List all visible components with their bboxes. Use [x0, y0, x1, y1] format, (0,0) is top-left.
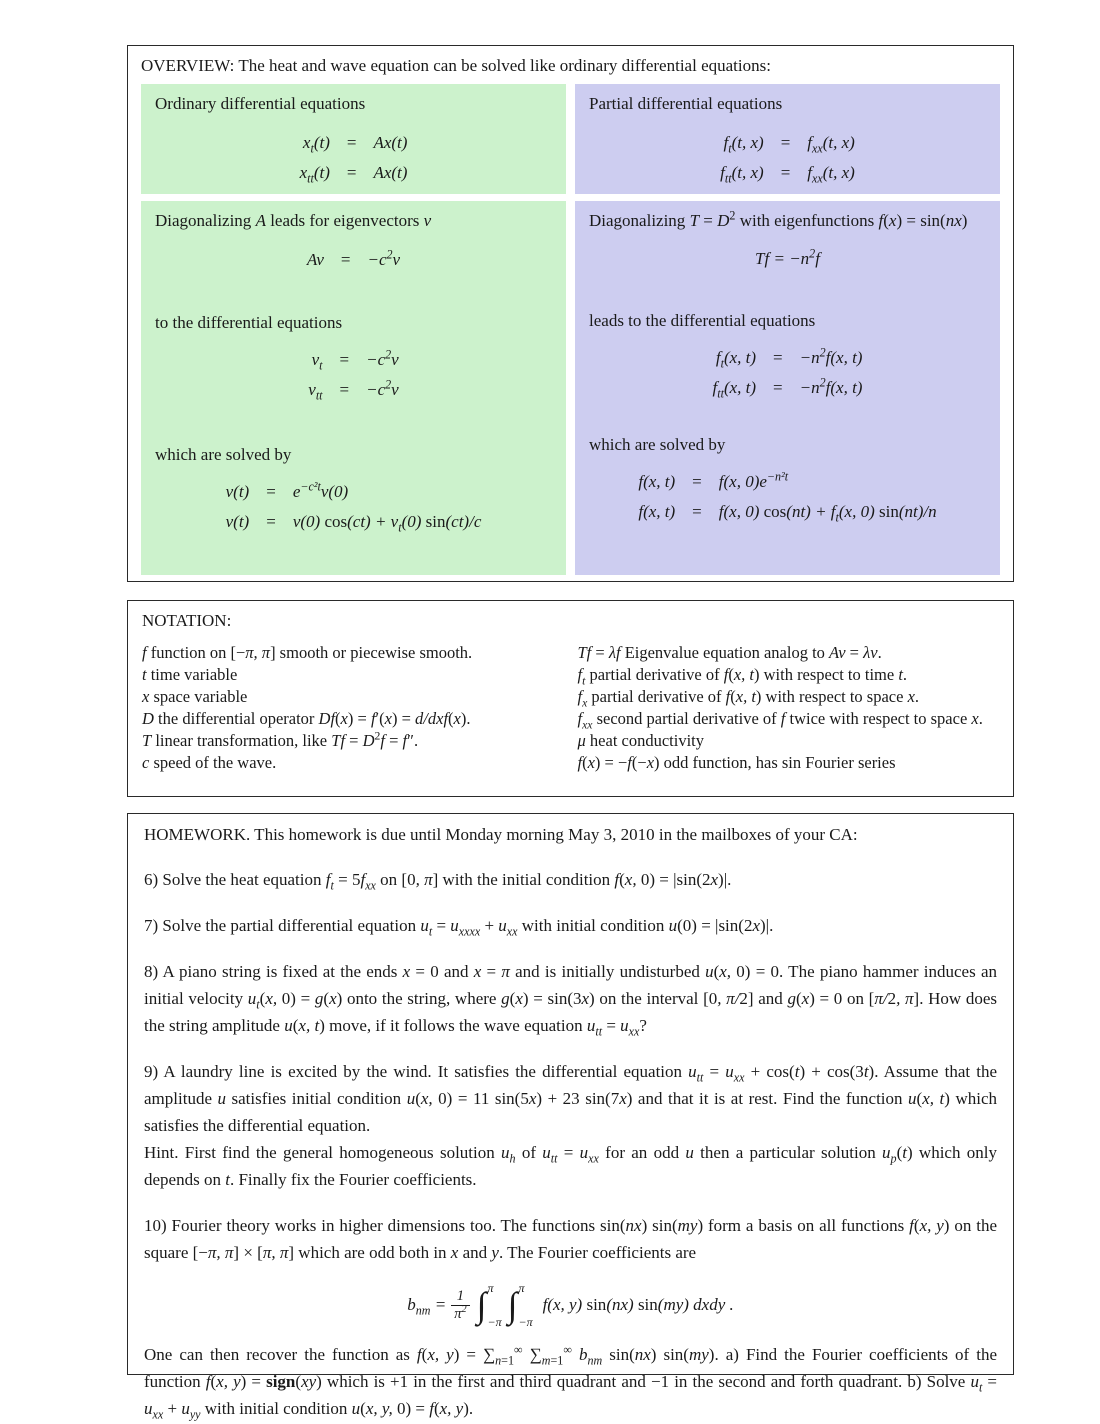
- notation-item: Tf = λf Eigenvalue equation analog to Av = λv.: [577, 643, 882, 662]
- pde-eigen-equation: $Tf = -n^2f$: [755, 246, 820, 268]
- ode-title: Ordinary differential equations: [155, 94, 366, 113]
- ode-equation-table: [300, 128, 408, 188]
- equals-sign: =: [773, 348, 783, 367]
- equation-rhs: $-c^2v$: [366, 347, 399, 369]
- equation-rhs: $-n^2f(x$, t): [799, 375, 863, 397]
- equation-lhs: $v_{tt}$: [308, 380, 323, 403]
- equals-sign: =: [692, 472, 702, 491]
- notation-item: x space variable: [142, 687, 248, 706]
- notation-item: $f_t$ partial derivative of f(x, t) with respect to time t.: [577, 665, 908, 688]
- formula-body: f(x, y) sin(nx) sin(my) dxdy .: [542, 1295, 734, 1314]
- integral-sign: ∫: [476, 1285, 487, 1325]
- integral-group: [508, 1282, 535, 1328]
- pde-solutions: [638, 467, 936, 527]
- notation-item: μ heat conductivity: [577, 731, 705, 750]
- integral-limits: [487, 1282, 501, 1328]
- equation-rhs: Ax(t): [373, 163, 408, 182]
- integral-upper-limit: π: [487, 1281, 494, 1295]
- equals-sign: =: [339, 380, 350, 399]
- ode-diff-equations: [308, 345, 398, 405]
- equation-lhs: $f_t(t$, x): [723, 133, 764, 156]
- fraction-denominator: $\pi^2$: [451, 1305, 469, 1323]
- equation-lhs: f(x, t): [638, 472, 676, 491]
- equals-sign: =: [340, 250, 351, 269]
- homework-box: [127, 813, 1014, 1422]
- equals-sign: =: [346, 133, 357, 152]
- equation-lhs: v(t): [225, 512, 250, 531]
- notation-item: $f_x$ partial derivative of f(x, t) with respect to space x.: [577, 687, 920, 710]
- integral-lower-limit: −π: [487, 1315, 502, 1329]
- equation-lhs: Av: [306, 250, 324, 269]
- problem-6: 6) Solve the heat equation $f_t = 5f_{xx}$ on [0, π] with the initial condition f(x, 0) = |sin(2x)|.: [144, 870, 732, 893]
- overview-box: [127, 45, 1014, 582]
- equation-rhs: $e^{-c^2t}v(0)$: [292, 479, 349, 501]
- equation-rhs: $-c^2v$: [367, 247, 401, 269]
- pde-panel-main: [575, 201, 1000, 575]
- equation-lhs: $v_t$: [311, 350, 323, 373]
- homework-header: HOMEWORK. This homework is due until Monday morning May 3, 2010 in the mailboxes of your CA:: [144, 825, 858, 844]
- pde-diff-equations: [713, 343, 863, 403]
- notation-item: $f_{xx}$ second partial derivative of f twice with respect to space x.: [577, 709, 983, 732]
- notation-item: c speed of the wave.: [142, 753, 277, 772]
- integral-limits: [518, 1282, 532, 1328]
- fraction-numerator: 1: [456, 1287, 465, 1304]
- problem-10: 10) Fourier theory works in higher dimensions too. The functions sin(nx) sin(my) form a basis on all functions f(x, y) on the square [−π, π] × [π, π] which are odd both in x and y. The Fourier coefficients are: [144, 1216, 997, 1262]
- equals-sign: =: [339, 350, 350, 369]
- ode-leads-text: to the differential equations: [155, 313, 343, 332]
- equation-lhs: f(x, t): [638, 502, 676, 521]
- pde-equation-table: [720, 128, 855, 188]
- notation-item: D the differential operator Df(x) = f′(x) = d/dxf(x).: [142, 709, 471, 728]
- overview-grid: [141, 84, 1000, 575]
- overview-header: OVERVIEW: The heat and wave equation can be solved like ordinary differential equations:: [141, 56, 771, 75]
- ode-solved-text: which are solved by: [155, 445, 292, 464]
- equation-rhs: v(0) $\cos(ct) + v_t(0)$ sin(ct)/c: [292, 512, 482, 535]
- equation-rhs: $f_{xx}(t$, x): [807, 163, 855, 186]
- problem-9-hint: Hint. First find the general homogeneous solution $u_h$ of $u_{tt} = u_{xx}$ for an odd u then a particular solution $u_p(t)$ which only depends on t. Finally fix the Fourier coefficients.: [144, 1143, 997, 1189]
- ode-panel-top: [141, 84, 566, 194]
- closing-paragraph: One can then recover the function as f(x, $y) = \sum_{n=1}^\infty$ $\sum_{m=1}^\infty$ $b_{nm}$ sin(nx) sin(my). a) Find the Fourier coefficients of the function f(x, y) = sign(xy) which is +1 in the first and third quadrant and −1 in the second and forth quadrant. b) Solve $u_t = u_{xx} + u_{yy}$ with initial condition u(x, y, 0) = f(x, y).: [144, 1342, 998, 1422]
- formula-lhs: $b_{nm}$ =: [407, 1295, 447, 1318]
- equation-rhs: $f_{xx}(t$, x): [807, 133, 855, 156]
- fraction: [451, 1288, 469, 1323]
- equation-lhs: $f_t(x$, t): [715, 348, 757, 371]
- ode-panel-main: [141, 201, 566, 575]
- pde-solved-text: which are solved by: [589, 435, 726, 454]
- notation-right-column: [578, 642, 1000, 774]
- equation-lhs: $x_t(t)$: [302, 133, 330, 156]
- integral-group: [477, 1282, 504, 1328]
- integral-sign: ∫: [507, 1285, 518, 1325]
- equation-rhs: $-n^2f(x$, t): [799, 345, 863, 367]
- pde-diagonalizing-text: Diagonalizing $T = D^2$ with eigenfunctions f(x) = sin(nx): [589, 208, 968, 230]
- integral-upper-limit: π: [518, 1281, 525, 1295]
- notation-item: f(x) = −f(−x) odd function, has sin Fourier series: [577, 753, 896, 772]
- pde-panel-top: [575, 84, 1000, 194]
- equation-lhs: $f_{tt}(t$, x): [720, 163, 764, 186]
- notation-left-column: [142, 642, 564, 774]
- equals-sign: =: [266, 512, 276, 531]
- equals-sign: =: [346, 163, 357, 182]
- ode-solutions: [226, 477, 482, 537]
- equals-sign: =: [773, 378, 783, 397]
- equation-rhs: f(x, $0)e^{-n^2t}$: [718, 469, 789, 491]
- equation-lhs: v(t): [225, 482, 250, 501]
- notation-box: [127, 600, 1014, 797]
- equation-lhs: $f_{tt}(x$, t): [712, 378, 757, 401]
- notation-grid: [142, 642, 999, 774]
- equation-rhs: Ax(t): [373, 133, 408, 152]
- ode-diagonalizing-text: Diagonalizing A leads for eigenvectors v⃗: [155, 211, 445, 230]
- equals-sign: =: [692, 502, 702, 521]
- problem-7: 7) Solve the partial differential equation $u_t = u_{xxxx} + u_{xx}$ with initial condition u(0) = |sin(2x)|.: [144, 916, 774, 939]
- notation-item: T linear transformation, like $Tf = D^2f = f''$.: [142, 729, 419, 750]
- equals-sign: =: [780, 163, 791, 182]
- equals-sign: =: [266, 482, 276, 501]
- equation-rhs: $-c^2v$: [366, 377, 399, 399]
- integral-lower-limit: −π: [518, 1315, 533, 1329]
- notation-item: f function on [−π, π] smooth or piecewise smooth.: [142, 643, 473, 662]
- fourier-coefficient-formula: [144, 1279, 997, 1331]
- pde-leads-text: leads to the differential equations: [589, 311, 816, 330]
- equation-lhs: $x_{tt}(t)$: [299, 163, 330, 186]
- problem-8: 8) A piano string is fixed at the ends x = 0 and x = π and is initially undisturbed u(x, 0) = 0. The piano hammer induces an initial velocity $u_t(x$, 0) = g(x) onto the string, where g(x) = sin(3x) on the interval [0, π/2] and g(x) = 0 on [π/2, π]. How does the string amplitude u(x, t) move, if it follows the wave equation $u_{tt} = u_{xx}$?: [144, 962, 998, 1039]
- pde-title: Partial differential equations: [589, 94, 783, 113]
- equation-rhs: f(x, 0) $\cos(nt) + f_t(x$, 0) sin(nt)/n: [718, 502, 937, 525]
- equals-sign: =: [780, 133, 791, 152]
- ode-eigen-equation: [307, 245, 400, 275]
- notation-item: t time variable: [142, 665, 238, 684]
- notation-title: NOTATION:: [142, 611, 232, 630]
- problem-9: 9) A laundry line is excited by the wind. It satisfies the differential equation $u_{tt} = u_{xx} + \cos(t) + \cos(3t)$. Assume that the amplitude u satisfies initial condition u(x, 0) = 11 sin(5x) + 23 sin(7x) and that it is at rest. Find the function u(x, t) which satisfies the differential equation.: [144, 1062, 998, 1135]
